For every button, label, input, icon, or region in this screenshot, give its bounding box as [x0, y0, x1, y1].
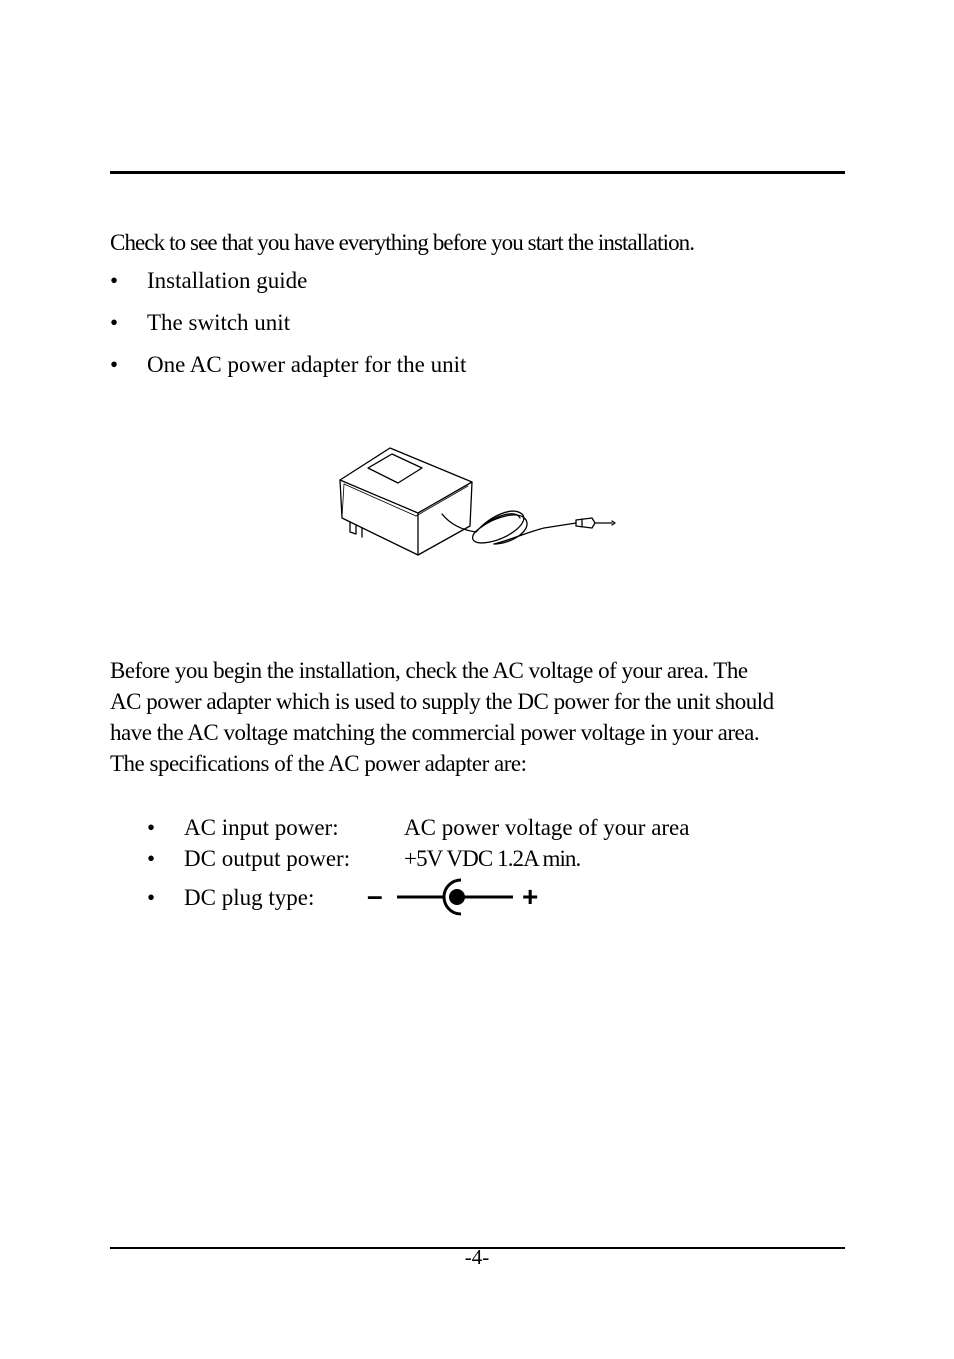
- list-item-text: The switch unit: [147, 310, 291, 335]
- paragraph-line: Before you begin the installation, check the AC voltage of your area. The: [110, 658, 748, 683]
- plus-sign: +: [522, 881, 539, 912]
- list-item-text: Installation guide: [147, 268, 308, 293]
- voltage-paragraph: [110, 655, 845, 779]
- paragraph-line: have the AC voltage matching the commercial power voltage in your area.: [110, 720, 760, 745]
- bullet: •: [147, 885, 156, 910]
- minus-sign: –: [367, 880, 383, 911]
- list-item: [110, 306, 466, 348]
- spec-value: AC power voltage of your area: [404, 815, 690, 840]
- list-item: [110, 264, 466, 306]
- bullet: •: [110, 268, 119, 293]
- package-contents-list: [110, 264, 466, 390]
- spec-label: DC plug type:: [184, 885, 315, 910]
- top-rule: [110, 171, 845, 174]
- spec-label: DC output power:: [184, 846, 351, 871]
- page-number: -4-: [464, 1245, 490, 1269]
- bullet: •: [147, 815, 156, 840]
- paragraph-line: AC power adapter which is used to supply the DC power for the unit should: [110, 689, 774, 714]
- spec-value: +5V VDC 1.2A min.: [404, 846, 581, 871]
- intro-text: Check to see that you have everything before you start the installation.: [110, 230, 695, 255]
- list-item-text: One AC power adapter for the unit: [147, 352, 467, 377]
- bullet: •: [110, 352, 119, 377]
- paragraph-line: The specifications of the AC power adapter are:: [110, 751, 527, 776]
- power-adapter-illustration: [330, 440, 625, 565]
- list-item: [110, 348, 466, 390]
- dc-plug-polarity-icon: [357, 870, 557, 920]
- spec-label: AC input power:: [184, 815, 339, 840]
- bullet: •: [147, 846, 156, 871]
- bullet: •: [110, 310, 119, 335]
